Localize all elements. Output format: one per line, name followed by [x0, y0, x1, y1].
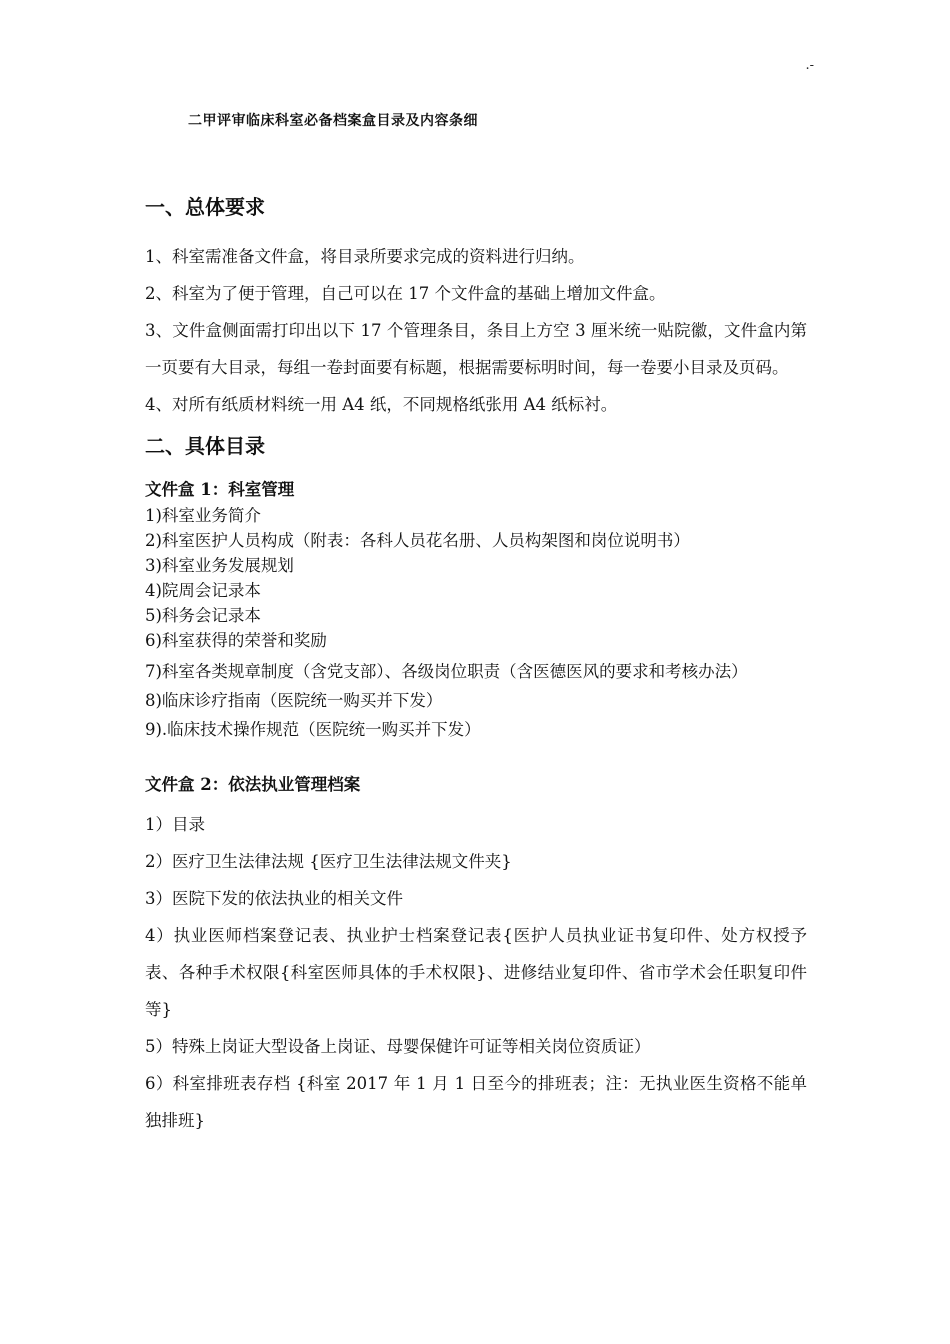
section-heading-catalog: 二、具体目录	[145, 434, 265, 458]
box1-item: 6)科室获得的荣誉和奖励	[145, 631, 327, 650]
box2-item: 4）执业医师档案登记表、执业护士档案登记表{医护人员执业证书复印件、处方权授予表、各种手术权限{科室医师具体的手术权限}、进修结业复印件、省市学术会任职复印件等}	[145, 926, 807, 1019]
box2-title: 文件盒 2：依法执业管理档案	[145, 775, 361, 794]
box2-item: 5）特殊上岗证大型设备上岗证、母婴保健许可证等相关岗位资质证）	[145, 1037, 651, 1056]
box2-item: 6）科室排班表存档 {科室 2017 年 1 月 1 日至今的排班表；注：无执业医生资格不能单独排班}	[145, 1074, 807, 1130]
box1-item: 4)院周会记录本	[145, 581, 261, 600]
box1-item: 1)科室业务简介	[145, 506, 261, 525]
box2-item: 1）目录	[145, 815, 205, 834]
box1-item: 8)临床诊疗指南（医院统一购买并下发）	[145, 691, 443, 710]
box1-item: 2)科室医护人员构成（附表：各科人员花名册、人员构架图和岗位说明书）	[145, 531, 690, 550]
requirement-item: 1、科室需准备文件盒，将目录所要求完成的资料进行归纳。	[145, 247, 585, 266]
box2-item: 2）医疗卫生法律法规 {医疗卫生法律法规文件夹}	[145, 852, 512, 871]
section-heading-general: 一、总体要求	[145, 195, 265, 219]
page-corner-mark: .-	[805, 58, 814, 73]
document-title: 二甲评审临床科室必备档案盒目录及内容条细	[188, 113, 478, 129]
requirement-item: 2、科室为了便于管理，自己可以在 17 个文件盒的基础上增加文件盒。	[145, 284, 666, 303]
box1-item: 9).临床技术操作规范（医院统一购买并下发）	[145, 720, 481, 739]
box1-title: 文件盒 1：科室管理	[145, 480, 295, 499]
box2-item: 3）医院下发的依法执业的相关文件	[145, 889, 403, 908]
document-body	[145, 190, 807, 1139]
requirement-item: 4、对所有纸质材料统一用 A4 纸，不同规格纸张用 A4 纸标衬。	[145, 395, 618, 414]
box1-item: 5)科务会记录本	[145, 606, 261, 625]
box1-item: 7)科室各类规章制度（含党支部）、各级岗位职责（含医德医风的要求和考核办法）	[145, 662, 748, 681]
box1-item: 3)科室业务发展规划	[145, 556, 294, 575]
requirement-item: 3、文件盒侧面需打印出以下 17 个管理条目，条目上方空 3 厘米统一贴院徽，文件盒内第一页要有大目录，每组一卷封面要有标题，根据需要标明时间，每一卷要小目录及页码。	[145, 321, 807, 377]
